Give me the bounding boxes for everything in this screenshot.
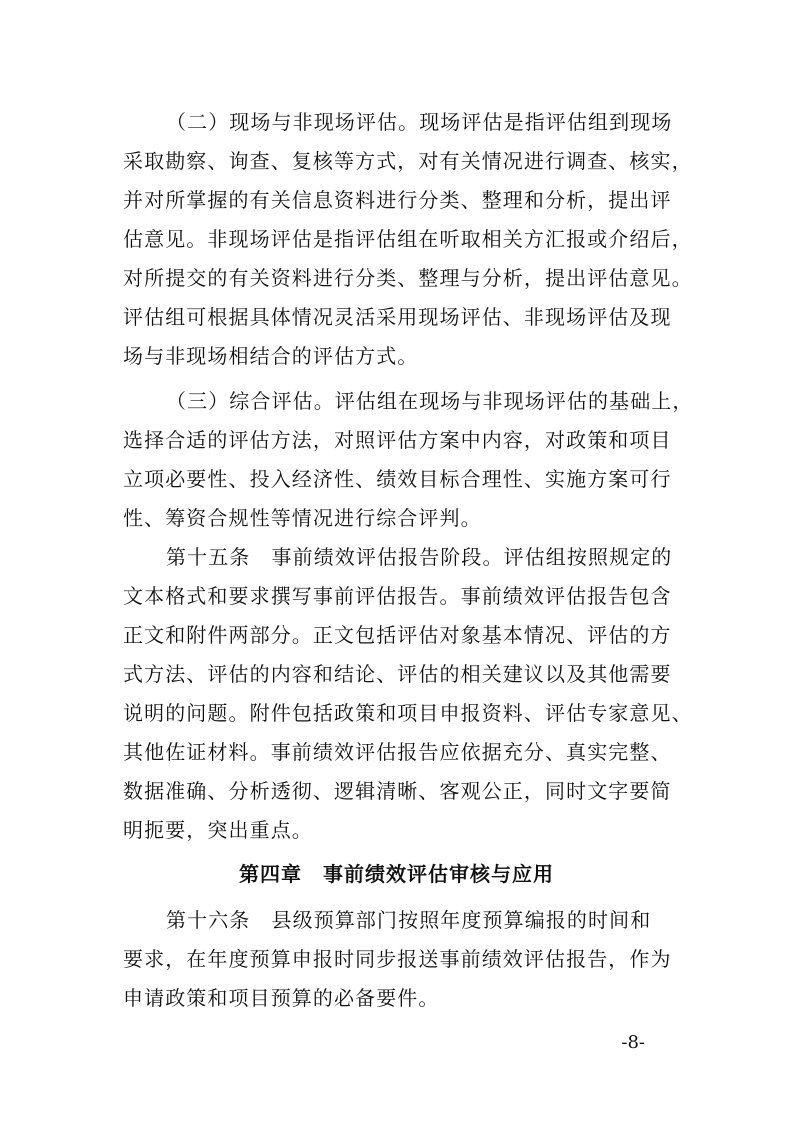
article-15-line-6: 其他佐证材料。事前绩效评估报告应依据充分、真实完整、 (123, 740, 672, 764)
paragraph-2-line-2: 采取勘察、询查、复核等方式，对有关情况进行调查、核实， (123, 149, 693, 173)
paragraph-2-line-5: 对所提交的有关资料进行分类、整理与分析，提出评估意见。 (123, 266, 693, 290)
chapter-4-heading: 第四章 事前绩效评估审核与应用 (239, 862, 554, 886)
paragraph-2-line-4: 估意见。非现场评估是指评估组在听取相关方汇报或介绍后， (123, 227, 693, 251)
paragraph-3-line-3: 立项必要性、投入经济性、绩效目标合理性、实施方案可行 (123, 467, 672, 491)
page-number: -8- (621, 1032, 645, 1053)
paragraph-2-line-3: 并对所掌握的有关信息资料进行分类、整理和分析，提出评 (123, 188, 672, 212)
paragraph-2-line-1: （二）现场与非现场评估。现场评估是指评估组到现场 (166, 110, 673, 134)
article-16-line-3: 申请政策和项目预算的必备要件。 (123, 986, 440, 1010)
article-15-line-5: 说明的问题。附件包括政策和项目申报资料、评估专家意见、 (123, 701, 693, 725)
article-15-line-3: 正文和附件两部分。正文包括评估对象基本情况、评估的方 (123, 623, 672, 647)
paragraph-3-line-4: 性、筹资合规性等情况进行综合评判。 (123, 506, 482, 530)
article-15-line-7: 数据准确、分析透彻、逻辑清晰、客观公正，同时文字要简 (123, 779, 672, 803)
paragraph-2-line-6: 评估组可根据具体情况灵活采用现场评估、非现场评估及现 (123, 305, 672, 329)
paragraph-3-line-1: （三）综合评估。评估组在现场与非现场评估的基础上， (166, 389, 694, 413)
article-15-line-1: 第十五条 事前绩效评估报告阶段。评估组按照规定的 (166, 545, 673, 569)
article-16-line-1: 第十六条 县级预算部门按照年度预算编报的时间和 (166, 908, 652, 932)
paragraph-3-line-2: 选择合适的评估方法，对照评估方案中内容，对政策和项目 (123, 428, 672, 452)
article-16-line-2: 要求，在年度预算申报时同步报送事前绩效评估报告，作为 (123, 947, 672, 971)
article-15-line-4: 式方法、评估的内容和结论、评估的相关建议以及其他需要 (123, 662, 672, 686)
article-15-line-8: 明扼要，突出重点。 (123, 818, 313, 842)
paragraph-2-line-7: 场与非现场相结合的评估方式。 (123, 344, 419, 368)
article-15-line-2: 文本格式和要求撰写事前评估报告。事前绩效评估报告包含 (123, 584, 672, 608)
